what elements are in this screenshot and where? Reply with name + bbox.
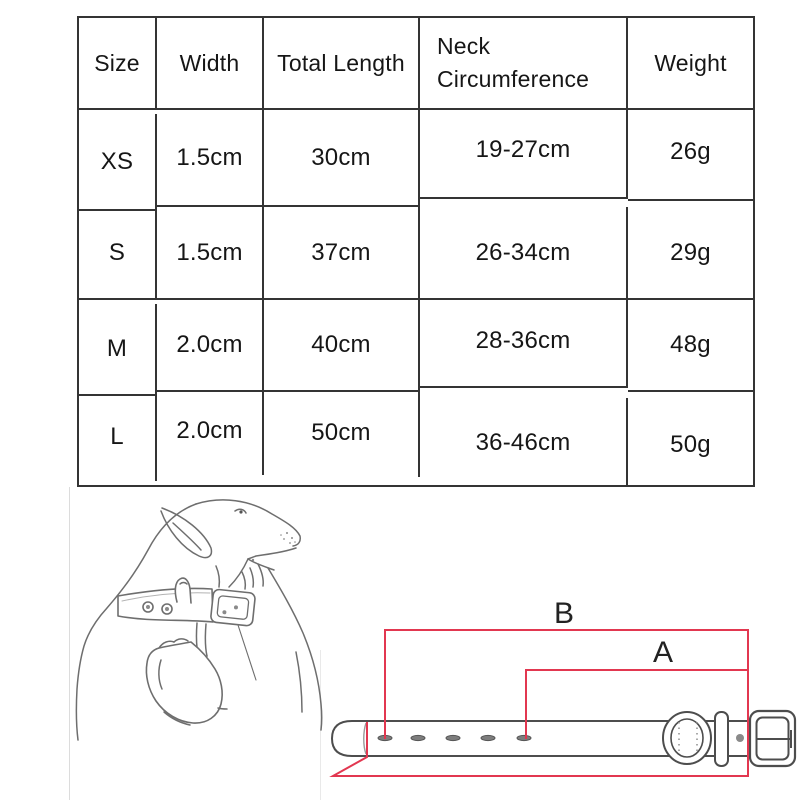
table-cell-neck-xs: 19-27cm [420,102,628,199]
dimension-label-b: B [554,597,575,630]
table-cell-neck-s: 26-34cm [420,207,628,300]
table-cell-length-m: 40cm [264,300,420,392]
table-cell-size-xs: XS [79,114,157,211]
table-cell-weight-m: 48g [628,300,753,392]
column-header-size: Size [79,18,157,110]
nose-speckles-icon [280,532,296,544]
table-cell-size-m: M [79,304,157,396]
column-header-total-length: Total Length [264,18,420,110]
table-cell-size-s: S [79,207,157,300]
collar-keeper-loop-icon [663,712,711,764]
collar-buckle-icon [750,711,795,766]
table-cell-weight-l: 50g [670,430,711,458]
table-cell-weight-xs: 26g [628,104,753,201]
table-cell-neck-m: 28-36cm [420,296,628,388]
table-cell-length-s: 37cm [264,207,420,300]
column-header-weight: Weight [628,18,753,110]
table-cell-width-xs: 1.5cm [157,110,264,207]
collar-measurement-diagram [320,590,800,800]
size-chart-table [77,16,755,487]
table-cell-length-l: 50cm [264,388,420,477]
table-cell-width-l: 2.0cm [157,386,264,475]
table-cell-length-xs: 30cm [264,110,420,207]
dog-eye-icon [239,510,242,513]
collar-keeper-bar-icon [715,712,728,766]
table-cell-size-l: L [79,392,157,481]
table-cell-weight-s: 29g [628,207,753,300]
dog-collar-buckle-icon [210,589,255,626]
column-header-neck-circumference: Neck Circumference [420,18,628,110]
dimension-label-a: A [653,636,674,669]
table-cell-width-s: 1.5cm [157,207,264,300]
dog-collar-fit-sketch [60,492,340,800]
hand-sketch [146,642,222,723]
table-cell-neck-l: 36-46cm [420,398,628,487]
column-header-width: Width [157,18,264,110]
table-cell-width-m: 2.0cm [157,300,264,392]
collar-hole-near-buckle [736,734,744,742]
